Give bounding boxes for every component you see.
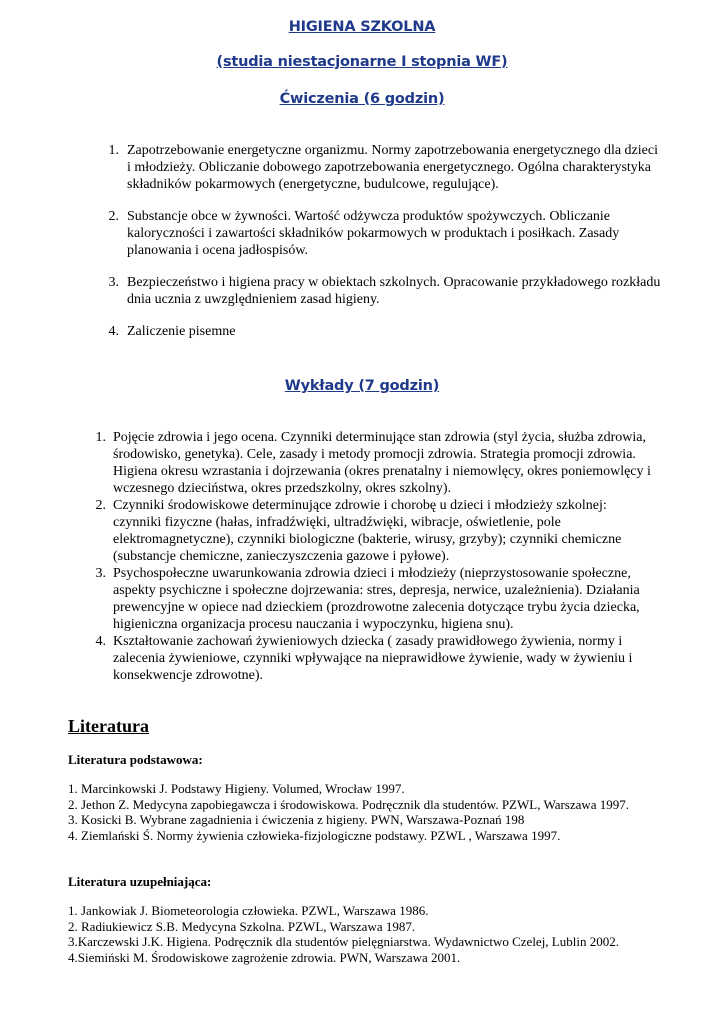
cwiczenia-item-text: Substancje obce w żywności. Wartość odżywcza produktów spożywczych. Obliczanie kaloryczności i zawartości składników pokarmowych w produktach i posiłkach. Zasady planowania i ocena jadłospisów. [127,209,620,258]
wyklady-item-number: 3. [95,566,106,581]
cwiczenia-item-number: 4. [108,324,119,339]
wyklady-item-number: 4. [95,634,106,649]
cwiczenia-list [108,142,662,355]
wyklady-item [95,429,658,497]
wyklady-item-text: Pojęcie zdrowia i jego ocena. Czynniki determinujące stan zdrowia (styl życia, służba zdrowia, środowisko, genetyka). Cele, zasady i metody promocji zdrowia. Strategia promocji zdrowia. Higiena okresu wzrastania i dojrzewania (okres prenatalny i niemowlęcy, okres poniemowlęcy i wczesnego dzieciństwa, okres przedszkolny, okres szkolny). [113,430,651,496]
literatura-podstawowa-list [68,781,688,843]
reference-item: 1. Marcinkowski J. Podstawy Higieny. Volumed, Wrocław 1997. [68,781,405,796]
reference-item: 2. Jethon Z. Medycyna zapobiegawcza i środowiskowa. Podręcznik dla studentów. PZWL, Warszawa 1997. [68,796,630,812]
cwiczenia-item [108,323,662,340]
literatura-uzupelniajaca-label: Literatura uzupełniająca: [68,874,212,889]
reference-item: 4.Siemiński M. Środowiskowe zagrożenie zdrowia. PWN, Warszawa 2001. [68,949,461,965]
cwiczenia-item-number: 3. [108,275,119,290]
cwiczenia-item-number: 1. [108,143,119,158]
literatura-heading: Literatura [68,716,149,736]
cwiczenia-item [108,208,662,259]
reference-item: 4. Ziemlański Ś. Normy żywienia człowieka-fizjologiczne podstawy. PZWL , Warszawa 1997. [68,827,561,843]
wyklady-item-text: Kształtowanie zachowań żywieniowych dziecka ( zasady prawidłowego żywienia, normy i zalecenia żywieniowe, czynniki wpływające na nieprawidłowe żywienie, wady w żywieniu i konsekwencje zdrowotne). [113,634,633,683]
reference-item: 3.Karczewski J.K. Higiena. Podręcznik dla studentów pielęgniarstwa. Wydawnictwo Czelej, Lublin 2002. [68,934,619,949]
cwiczenia-item-text: Zaliczenie pisemne [127,324,236,339]
cwiczenia-item [108,274,662,308]
literatura-uzupelniajaca-list [68,903,688,965]
wyklady-item-number: 1. [95,430,106,445]
wyklady-item-number: 2. [95,498,106,513]
cwiczenia-item-text: Bezpieczeństwo i higiena pracy w obiektach szkolnych. Opracowanie przykładowego rozkładu dnia ucznia z uwzględnieniem zasad higieny. [127,275,661,307]
wyklady-item [95,565,658,633]
wyklady-item [95,633,658,684]
reference-item: 1. Jankowiak J. Biometeorologia człowieka. PZWL, Warszawa 1986. [68,903,429,918]
wyklady-list [95,429,658,684]
reference-item: 3. Kosicki B. Wybrane zagadnienia i ćwiczenia z higieny. PWN, Warszawa-Poznań 198 [68,812,525,827]
document-subtitle: (studia niestacjonarne I stopnia WF) [216,54,508,70]
cwiczenia-item-number: 2. [108,209,119,224]
cwiczenia-heading: Ćwiczenia (6 godzin) [279,91,445,107]
cwiczenia-item-text: Zapotrzebowanie energetyczne organizmu. Normy zapotrzebowania energetycznego dla dzieci i młodzieży. Obliczanie dobowego zapotrzebowania energetycznego. Ogólna charakterystyka składników pokarmowych (energetyczne, budulcowe, regulujące). [127,143,658,192]
wyklady-item [95,497,658,565]
wyklady-item-text: Psychospołeczne uwarunkowania zdrowia dzieci i młodzieży (nieprzystosowanie społeczne, aspekty psychiczne i społeczne dojrzewania: stres, depresja, nerwice, uzależnienia). Działania prewencyjne w opiece nad dzieckiem (prozdrowotne zalecenia dotyczące trybu życia dziecka, higieniczna organizacja procesu nauczania i wypoczynku, higiena snu). [113,566,640,632]
cwiczenia-item [108,142,662,193]
wyklady-item-text: Czynniki środowiskowe determinujące zdrowie i chorobę u dzieci i młodzieży szkolnej: czynniki fizyczne (hałas, infradźwięki, ultradźwięki, wibracje, oświetlenie, pole elektromagnetyczne), czynniki biologiczne (bakterie, wirusy, grzyby); czynniki chemiczne (substancje chemiczne, zanieczyszczenia gazowe i pyłowe). [113,498,622,564]
document-title: HIGIENA SZKOLNA [288,19,436,35]
literatura-podstawowa-label: Literatura podstawowa: [68,752,203,767]
wyklady-heading: Wykłady (7 godzin) [284,378,440,394]
reference-item: 2. Radiukiewicz S.B. Medycyna Szkolna. PZWL, Warszawa 1987. [68,918,416,934]
